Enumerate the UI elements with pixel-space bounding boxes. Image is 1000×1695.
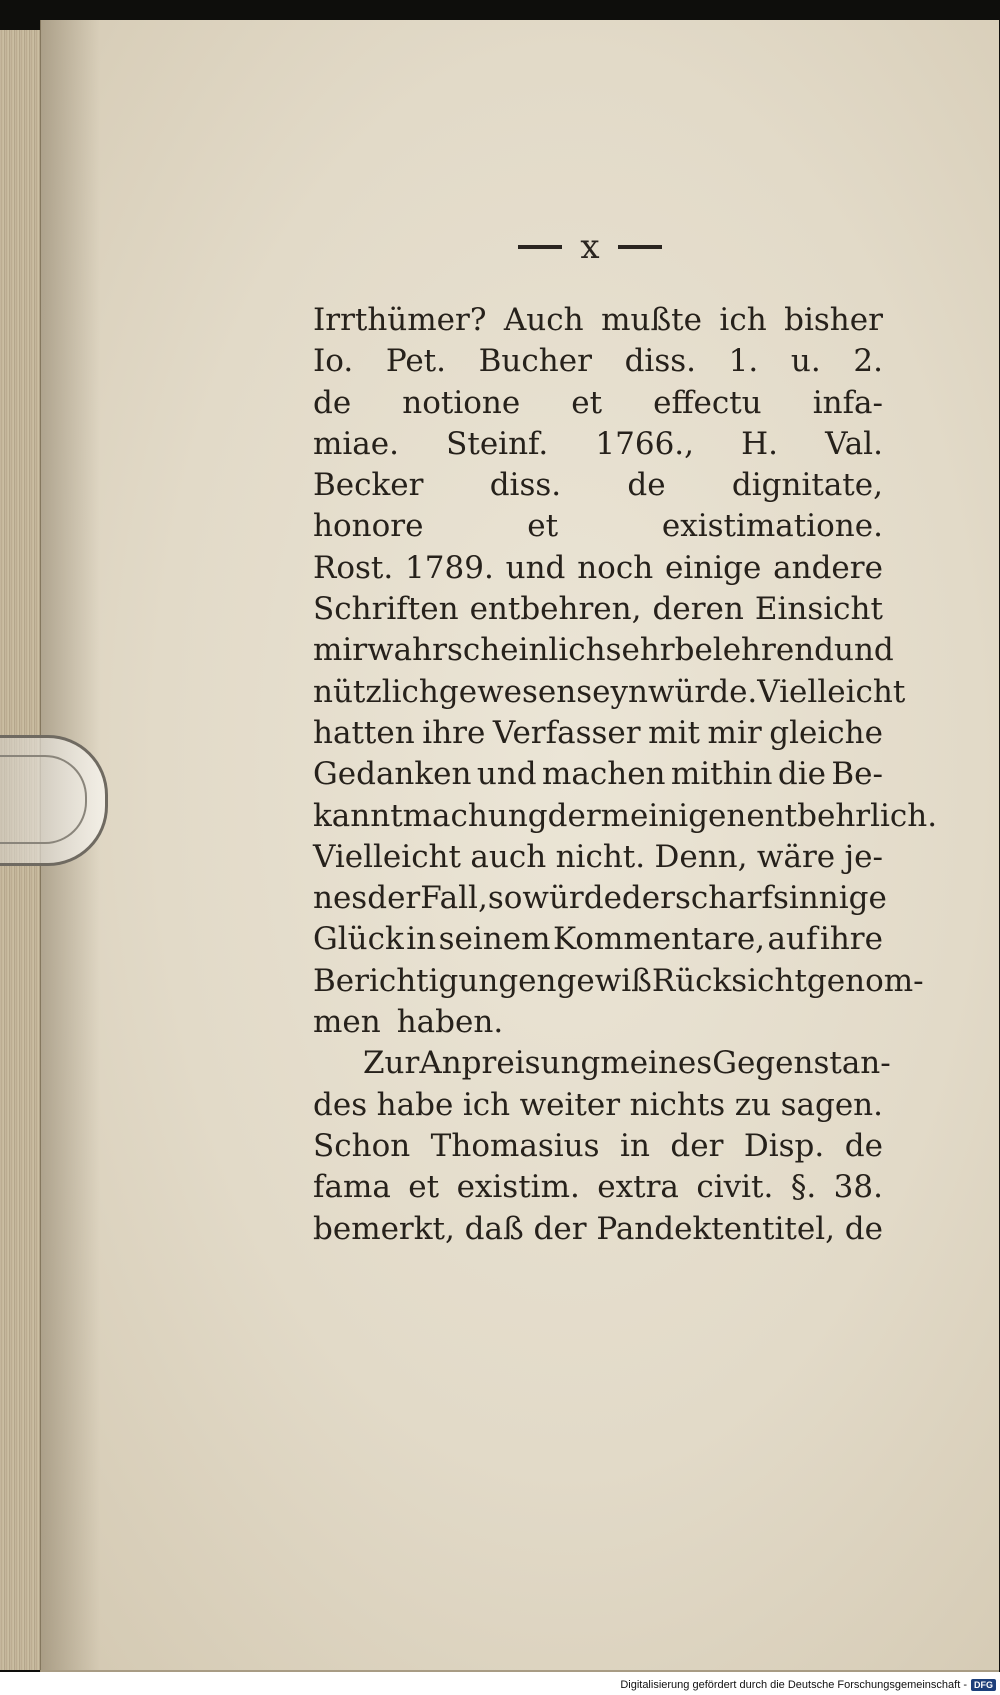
word: mußte	[601, 302, 702, 338]
word: Steinf.	[446, 425, 549, 462]
word: notione	[402, 384, 521, 421]
word: H.	[741, 425, 779, 462]
word: civit.	[696, 1169, 774, 1206]
word: so	[487, 880, 523, 917]
word: 1766.,	[595, 425, 695, 462]
word: Vielleicht	[757, 673, 906, 710]
word: der	[533, 1210, 587, 1247]
word: 1789.	[405, 549, 494, 586]
word: Gedanken	[313, 756, 472, 793]
text-line	[313, 919, 883, 960]
word: ihre	[422, 714, 486, 751]
word: Auch	[503, 302, 584, 338]
page-number-dash-left	[518, 245, 562, 249]
word: würde.	[647, 673, 758, 710]
word: Irrthümer?	[313, 302, 487, 338]
word: sehr	[605, 632, 675, 669]
page-number-label: x	[580, 227, 600, 267]
word: de	[313, 384, 352, 421]
word: der	[547, 797, 601, 834]
word: auch	[470, 838, 547, 875]
word: Denn,	[654, 838, 748, 875]
text-line	[313, 465, 883, 506]
text-line	[313, 961, 924, 1002]
word: Pet.	[385, 343, 446, 380]
text-line	[313, 796, 938, 837]
word: 2.	[853, 343, 883, 380]
word: Disp.	[743, 1127, 825, 1164]
word: de	[627, 467, 666, 504]
word: diss.	[624, 343, 696, 380]
word: men	[313, 1004, 381, 1041]
word: entbehren,	[469, 591, 642, 628]
word: Berichtigungen	[313, 962, 557, 999]
word: der	[621, 880, 675, 917]
word: mit	[648, 714, 700, 751]
word: Be-	[831, 756, 883, 793]
word: noch	[577, 549, 654, 586]
word: bemerkt,	[313, 1210, 455, 1247]
word: Verfasser	[492, 714, 641, 751]
word: u.	[790, 343, 821, 380]
word: Kommentare,	[552, 921, 766, 958]
text-line	[313, 713, 883, 754]
text-line	[313, 1126, 883, 1167]
word: wäre	[756, 838, 836, 875]
word: die	[777, 756, 826, 793]
word: de	[844, 1210, 883, 1247]
word: Schon	[313, 1127, 411, 1164]
text-line	[313, 506, 883, 547]
word: ihre	[819, 921, 883, 958]
word: seinem	[438, 921, 551, 958]
word: nicht.	[555, 838, 646, 875]
word: Io.	[313, 343, 354, 380]
word: fama	[313, 1169, 391, 1206]
text-line	[313, 672, 906, 713]
text-line	[313, 837, 883, 878]
word: zu	[734, 1086, 772, 1123]
word: seyn	[576, 673, 648, 710]
page-number	[470, 222, 710, 272]
word: Gegenstan-	[712, 1045, 891, 1082]
text-line	[313, 383, 883, 424]
word: ich	[719, 302, 767, 338]
text-line	[313, 630, 894, 671]
word: haben.	[396, 1004, 504, 1041]
word: genom-	[806, 962, 924, 999]
word: Glück	[313, 921, 404, 958]
text-line	[313, 1209, 883, 1250]
word: de	[844, 1127, 883, 1164]
word: extra	[597, 1169, 679, 1206]
footer-text: Digitalisierung gefördert durch die Deutsche Forschungsgemeinschaft -	[620, 1679, 967, 1691]
word: honore	[313, 508, 424, 545]
word: Pandektentitel,	[596, 1210, 835, 1247]
word: und	[834, 632, 894, 669]
word: dignitate,	[731, 467, 883, 504]
word: Fall,	[420, 880, 488, 917]
word: meines	[600, 1045, 713, 1082]
text-line	[313, 300, 883, 341]
page-number-dash-right	[618, 245, 662, 249]
word: gewesen	[438, 673, 577, 710]
word: infa-	[812, 384, 883, 421]
word: meinigen	[600, 797, 747, 834]
body-text	[313, 300, 938, 1250]
text-line	[313, 1002, 883, 1043]
word: gewiß	[556, 962, 652, 999]
word: deren	[652, 591, 744, 628]
word: Thomasius	[430, 1127, 600, 1164]
dfg-logo: DFG	[971, 1679, 996, 1691]
word: et	[527, 508, 559, 545]
word: mir	[313, 632, 368, 669]
word: je-	[844, 838, 883, 875]
text-line	[313, 878, 887, 919]
word: in	[406, 921, 437, 958]
text-line	[313, 341, 883, 382]
footer-credit	[0, 1675, 1000, 1695]
word: Einsicht	[754, 591, 883, 628]
text-line	[313, 754, 883, 795]
text-line	[313, 424, 883, 465]
word: effectu	[653, 384, 762, 421]
word: und	[476, 756, 537, 793]
text-line	[313, 1167, 883, 1208]
word: der	[670, 1127, 724, 1164]
word: machen	[542, 756, 666, 793]
word: Anpreisung	[419, 1045, 601, 1082]
word: nützlich	[313, 673, 439, 710]
word: miae.	[313, 425, 399, 462]
word: mithin	[670, 756, 773, 793]
word: belehrend	[674, 632, 834, 669]
word: habe	[376, 1086, 454, 1123]
word: kanntmachung	[313, 797, 548, 834]
word: gleiche	[769, 714, 883, 751]
word: sagen.	[780, 1086, 883, 1123]
word: et	[408, 1169, 440, 1206]
word: andere	[773, 549, 883, 586]
word: der	[367, 880, 421, 917]
word: Zur	[363, 1045, 420, 1082]
word: §.	[790, 1169, 817, 1206]
word: Vielleicht	[313, 838, 461, 875]
word: daß	[464, 1210, 524, 1247]
paper-clip-inner	[0, 755, 87, 844]
word: würde	[522, 880, 622, 917]
text-line	[313, 589, 883, 630]
word: Bucher	[478, 343, 592, 380]
word: bisher	[784, 302, 883, 338]
word: existim.	[456, 1169, 580, 1206]
word: weiter	[519, 1086, 621, 1123]
word: et	[571, 384, 603, 421]
word: 38.	[833, 1169, 883, 1206]
word: mir	[707, 714, 762, 751]
word: auf	[767, 921, 818, 958]
word: hatten	[313, 714, 415, 751]
word: Val.	[825, 425, 883, 462]
word: nichts	[629, 1086, 726, 1123]
word: in	[620, 1127, 650, 1164]
word: Rücksicht	[651, 962, 807, 999]
word: existimatione.	[661, 508, 883, 545]
word: ich	[462, 1086, 511, 1123]
text-line	[313, 1085, 883, 1126]
word: Schriften	[313, 591, 459, 628]
word: entbehrlich.	[746, 797, 938, 834]
word: nes	[313, 880, 368, 917]
word: Becker	[313, 467, 424, 504]
word: einige	[664, 549, 762, 586]
word: 1.	[728, 343, 759, 380]
word: und	[505, 549, 566, 586]
text-line	[313, 1043, 891, 1084]
word: des	[313, 1086, 368, 1123]
word: scharfsinnige	[674, 880, 887, 917]
word: Rost.	[313, 549, 394, 586]
word: wahrscheinlich	[367, 632, 606, 669]
word: diss.	[489, 467, 562, 504]
text-line	[313, 548, 883, 589]
